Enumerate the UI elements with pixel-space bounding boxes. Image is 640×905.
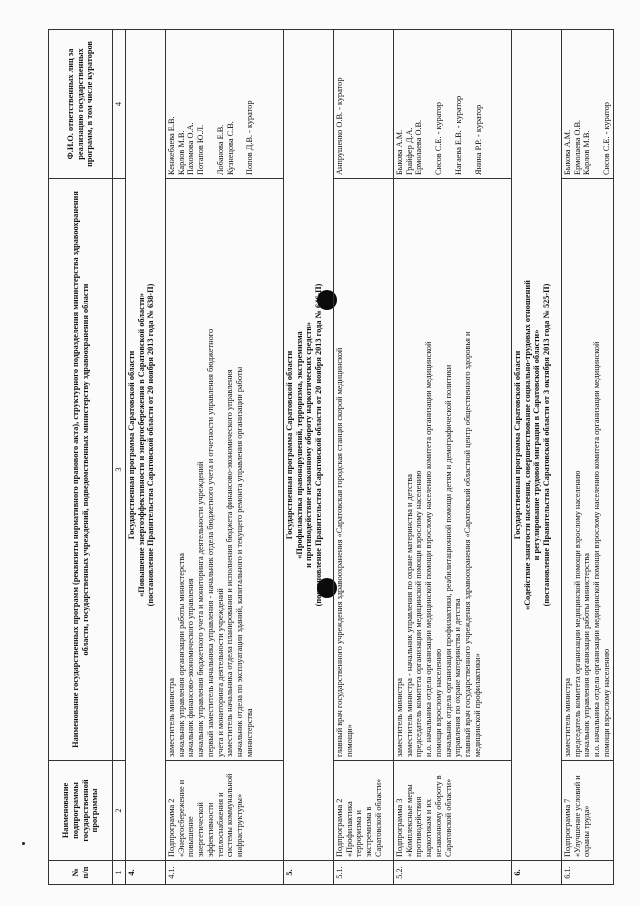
responsible-line: заместитель министра - начальник управления по охране материнства и детства <box>404 474 414 757</box>
rotated-table-container <box>48 30 612 885</box>
section-title-line: Государственная программа Саратовской области <box>284 350 294 540</box>
responsible-line: и.о. начальника отдела организации медицинской помощи взрослому населению комитета организации медицинской <box>424 341 434 757</box>
section-row-6 <box>511 30 561 885</box>
person-name: Кузнецова С.В. <box>225 121 235 175</box>
row-num: 6.1. <box>561 861 613 885</box>
responsible-line: медицинской профилактики» <box>473 653 483 757</box>
person-name: Быкова А.М. <box>394 129 404 175</box>
person-name: Кенжебаева Е.В. <box>166 116 176 175</box>
header-responsible: Наименование государственных программ (реквизиты нормативного правового акта), структурного подразделения министерства здравоохранения области, государственных учреждений, подведомственных министерству здравоохранения области <box>49 179 113 761</box>
header-subprogram: Наименование подпрограммы государственной программы <box>49 761 113 861</box>
responsible-cell <box>561 179 613 761</box>
row-num: 5. <box>283 861 333 885</box>
table-row-4-1 <box>165 30 283 885</box>
header-persons: Ф.И.О. ответственных лиц за реализацию государственных программ, в том числе кураторов <box>49 30 113 179</box>
section-title <box>283 30 333 861</box>
person-name: Сисов С.Е. - куратор <box>434 102 444 175</box>
person-name: Попов Д.В. - куратор <box>245 100 255 175</box>
responsible-line: начальник отдела организации профилактики, реабилитационной помощи детям и демографической политики <box>443 364 453 757</box>
section-row-4 <box>125 30 165 885</box>
section-title-line: (постановление Правительства Саратовской области от 20 ноября 2013 года № 638-П) <box>146 283 156 607</box>
responsible-cell <box>393 179 511 761</box>
section-row-5 <box>283 30 333 885</box>
responsible-cell <box>165 179 283 761</box>
section-title-line: Государственная программа Саратовской области <box>512 350 522 540</box>
table-row-6-1 <box>561 30 613 885</box>
col-index-2: 2 <box>113 761 126 861</box>
responsible-line: главный врач государственного учреждения здравоохранения «Саратовский областной центр общественного здоровья и <box>463 331 473 757</box>
responsible-line: управления по охране материнства и детства <box>453 598 463 757</box>
row-num: 4.1. <box>165 861 283 885</box>
responsible-line: главный врач государственного учреждения здравоохранения «Саратовская городская станция скорой медицинской <box>334 347 344 757</box>
section-title-line: «Содействие занятости населения, совершенствование социально-трудовых отношений <box>522 280 532 610</box>
persons-cell <box>393 30 511 179</box>
section-title-line: и регулирование трудовой миграции в Саратовской области» <box>532 329 542 561</box>
subprogram-cell: Подпрограмма 2 «Профилактика терроризма и экстремизма в Саратовской области» <box>333 761 393 861</box>
subprogram-cell: Подпрограмма 2 «Энергосбережение и повышение энергетической эффективности теплоснабжения и системы коммунальной инфраструктуры» <box>165 761 283 861</box>
persons-cell <box>333 30 393 179</box>
section-title <box>511 30 561 861</box>
column-index-row <box>113 30 126 885</box>
section-title-line: «Профилактика правонарушений, терроризма, экстремизма <box>294 331 304 559</box>
subprogram-cell: Подпрограмма 7 «Улучшение условий и охраны труда» <box>561 761 613 861</box>
section-title <box>125 30 165 861</box>
person-name: Нагаева Е.В. - куратор <box>453 95 463 175</box>
section-title-line: и противодействие незаконному обороту наркотических средств» <box>304 322 314 568</box>
responsible-line: председатель комитета организации медицинской помощи взрослому населению <box>572 470 582 757</box>
responsible-line: председатель комитета организации медицинской помощи взрослому населению <box>414 470 424 757</box>
col-index-4: 4 <box>113 30 126 179</box>
responsible-line: начальник финансово-экономического управления <box>186 578 196 757</box>
person-name: Пахомова О.А. <box>186 122 196 175</box>
person-name: Карлов М.В. <box>176 130 186 175</box>
person-name: Анпрушенко О.В. - куратор <box>334 77 344 175</box>
row-num: 6. <box>511 861 561 885</box>
responsible-line: министерства <box>245 708 255 757</box>
person-name: Ермолаева О.В. <box>414 119 424 175</box>
table-header-row <box>49 30 113 885</box>
programs-table <box>48 29 614 885</box>
section-title-line: (постановление Правительства Саратовской области от 3 октября 2013 года № 525-П) <box>542 283 552 607</box>
col-index-3: 3 <box>113 179 126 761</box>
persons-cell <box>165 30 283 179</box>
section-title-line: (постановление Правительства Саратовской области от 20 ноября 2013 года № 646-П) <box>314 283 324 607</box>
responsible-line: первый заместитель начальника управления - начальник отдела бюджетного учета и отчетности управления бюджетного <box>205 328 215 757</box>
responsible-line: начальник управления организации работы министерства <box>582 553 592 757</box>
person-name: Лобанова Е.В. <box>215 124 225 175</box>
responsible-line: начальник управления бюджетного учета и мониторинга деятельности учреждений <box>196 461 206 757</box>
person-name: Быкова А.М. <box>562 129 572 175</box>
responsible-line: заместитель министра <box>166 678 176 757</box>
responsible-line: начальник отдела по эксплуатации зданий, капитального и текущего ремонта управления организации работы <box>235 366 245 757</box>
responsible-line: помощи взрослому населению <box>433 648 443 757</box>
responsible-line: заместитель министра <box>394 678 404 757</box>
table-row-5-2 <box>393 30 511 885</box>
responsible-line: заместитель начальника отдела планирования и исполнения бюджета финансово-экономического управления <box>225 369 235 757</box>
responsible-line: начальник управления организации работы министерства <box>176 553 186 757</box>
row-num: 5.1. <box>333 861 393 885</box>
row-num: 5.2. <box>393 861 511 885</box>
person-name: Янина Р.Р. - куратор <box>473 104 483 175</box>
person-name: Сисов С.Е. - куратор <box>602 102 612 175</box>
person-name: Грайфер Д.А. <box>404 127 414 175</box>
subprogram-cell: Подпрограмма 3 «Комплексные меры противодействия наркотикам и их незаконному обороту в Саратовской области» <box>393 761 511 861</box>
table-row-5-1 <box>333 30 393 885</box>
person-name: Карлов М.В. <box>582 130 592 175</box>
person-name: Ермолаева О.В. <box>572 119 582 175</box>
col-index-1: 1 <box>113 861 126 885</box>
responsible-line: помощи взрослому населению <box>601 648 611 757</box>
header-num: № п/п <box>49 861 113 885</box>
row-num: 4. <box>125 861 165 885</box>
persons-cell <box>561 30 613 179</box>
responsible-cell <box>333 179 393 761</box>
person-name: Потапов Ю.Л. <box>196 124 206 175</box>
section-title-line: Государственная программа Саратовской области <box>126 350 136 540</box>
responsible-line: учета и мониторинга деятельности учреждений <box>215 588 225 757</box>
responsible-line: помощи» <box>344 724 354 757</box>
responsible-line: заместитель министра <box>562 678 572 757</box>
section-title-line: «Повышение энергоэффективности и энергосбережения в Саратовской области» <box>136 293 146 597</box>
responsible-line: и.о. начальника отдела организации медицинской помощи взрослому населению комитета организации медицинской <box>592 341 602 757</box>
scan-speck <box>22 842 25 845</box>
